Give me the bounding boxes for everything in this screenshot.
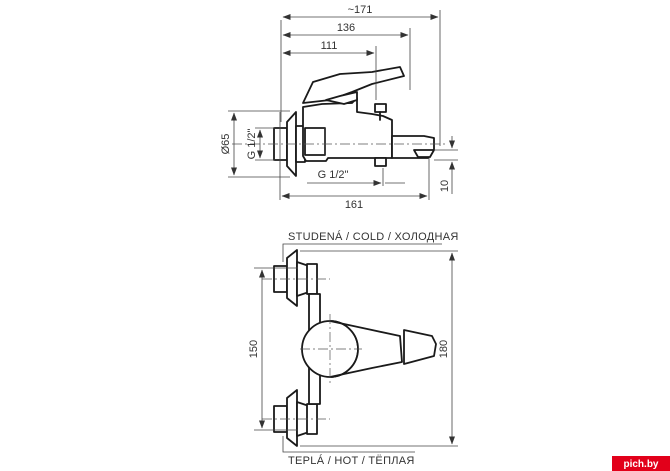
hot-label-leader xyxy=(283,436,415,452)
front-view-spout xyxy=(404,330,436,364)
lever-length-label: 111 xyxy=(320,40,338,52)
front-view xyxy=(248,230,459,467)
side-view xyxy=(220,4,458,211)
hot-label: TEPLÁ / HOT / ТЁПЛАЯ xyxy=(288,455,415,467)
outlet-thread-label: G 1/2" xyxy=(317,169,349,181)
body-length-label: 136 xyxy=(336,22,356,34)
spout-height-label: 10 xyxy=(439,179,451,193)
wall-diameter-label: Ø65 xyxy=(220,133,232,155)
side-view-body xyxy=(303,67,404,166)
inlet-thread-label: G 1/2" xyxy=(246,128,258,160)
cold-label-leader xyxy=(283,244,442,262)
side-view-spout xyxy=(392,136,434,158)
watermark xyxy=(612,456,670,471)
watermark-text: pich.by xyxy=(623,459,659,470)
overall-length-label: ~171 xyxy=(347,4,373,16)
spout-length-label: 161 xyxy=(344,199,364,211)
connection-spacing-label: 150 xyxy=(248,339,260,359)
total-height-label: 180 xyxy=(438,339,450,359)
cold-label: STUDENÁ / COLD / ХОЛОДНАЯ xyxy=(288,231,459,243)
